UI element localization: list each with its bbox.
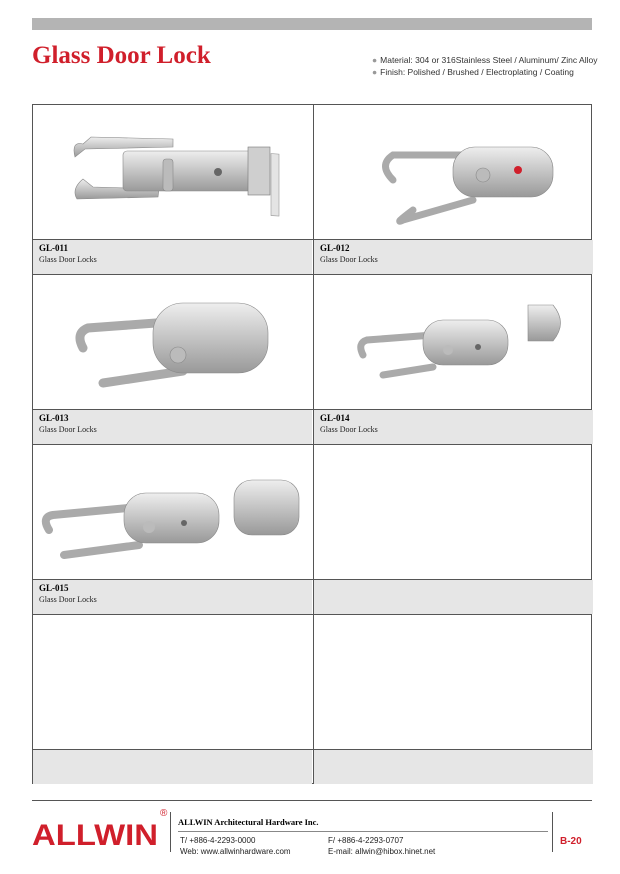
- product-code: GL-012: [320, 243, 350, 253]
- spec-finish: ● Finish: Polished / Brushed / Electroplating / Coating: [372, 67, 574, 77]
- page-number: B-20: [560, 836, 582, 847]
- grid-divider: [33, 614, 591, 615]
- email-link[interactable]: E-mail: allwin@hibox.hinet.net: [328, 847, 436, 856]
- spec-material: ● Material: 304 or 316Stainless Steel / Aluminum/ Zinc Alloy: [372, 55, 598, 65]
- footer-divider: [32, 800, 592, 801]
- caption-gl-014: [314, 410, 593, 444]
- logo-text: ALLWIN: [32, 819, 158, 850]
- bullet-icon: ●: [372, 55, 378, 65]
- allwin-logo: [32, 818, 158, 850]
- caption-empty: [314, 750, 593, 784]
- product-image-gl-013: [73, 293, 273, 393]
- caption-empty: [33, 750, 312, 784]
- product-desc: Glass Door Locks: [39, 255, 97, 264]
- company-name: ALLWIN Architectural Hardware Inc.: [178, 817, 319, 827]
- product-image-gl-011: [63, 119, 283, 229]
- product-image-gl-015: [39, 465, 309, 575]
- product-desc: Glass Door Locks: [320, 425, 378, 434]
- page-title: Glass Door Lock: [32, 42, 211, 69]
- product-grid: [32, 104, 592, 784]
- footer-separator: [552, 812, 553, 852]
- footer-rule: [178, 831, 548, 832]
- phone: T/ +886-4-2293-0000: [180, 836, 256, 845]
- product-code: GL-013: [39, 413, 69, 423]
- caption-gl-012: [314, 240, 593, 274]
- contact-right: [328, 835, 435, 857]
- product-code: GL-015: [39, 583, 69, 593]
- product-image-gl-012: [353, 125, 563, 235]
- product-image-gl-014: [353, 295, 573, 395]
- header-bar: [32, 18, 592, 30]
- footer-separator: [170, 812, 171, 852]
- caption-gl-013: [33, 410, 312, 444]
- product-desc: Glass Door Locks: [39, 425, 97, 434]
- caption-gl-015: [33, 580, 312, 614]
- contact-left: [180, 835, 291, 857]
- product-desc: Glass Door Locks: [39, 595, 97, 604]
- caption-empty: [314, 580, 593, 614]
- fax: F/ +886-4-2293-0707: [328, 836, 404, 845]
- spec-list: [372, 54, 597, 78]
- product-desc: Glass Door Locks: [320, 255, 378, 264]
- product-code: GL-011: [39, 243, 69, 253]
- grid-divider: [33, 444, 591, 445]
- website-link[interactable]: Web: www.allwinhardware.com: [180, 847, 291, 856]
- registered-mark: ®: [160, 808, 168, 819]
- bullet-icon: ●: [372, 67, 378, 77]
- product-code: GL-014: [320, 413, 350, 423]
- caption-gl-011: [33, 240, 312, 274]
- grid-divider: [33, 274, 591, 275]
